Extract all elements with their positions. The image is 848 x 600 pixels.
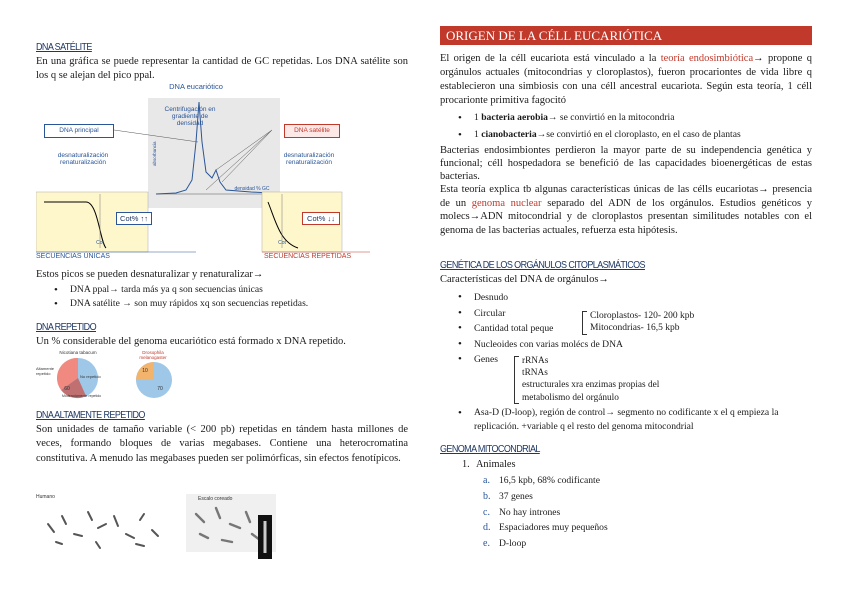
label-dna-satelite: DNA satélite (284, 124, 340, 138)
image-label-escalo: Escalo coreado (198, 496, 233, 502)
figure-centrifuge-label: Centrifugación en gradiente de densidad (164, 106, 216, 127)
genes-note: metabolismo del orgánulo (522, 392, 619, 403)
text: El origen de la céll eucariota está vinculado a la (440, 53, 661, 64)
text: → propone q orgánulos actuales (mitocondrias y cloroplastos), fueron procariontes de vida libre q establecieron una simbiosis con una céll ancestral eucariota. Según esta teoría, 1 céll procarionte primitiva fagocitó (440, 53, 812, 106)
text-red: teoría endosimbiótica (660, 53, 754, 64)
ordered-list-genoma (462, 458, 762, 473)
pie2-value-small: 10 (142, 368, 148, 374)
size-notes (590, 310, 694, 334)
label-cot-axis-right: Cot (278, 240, 286, 246)
label-dna-principal: DNA principal (44, 124, 114, 138)
label-denat-left: desnaturalización renaturalización (57, 152, 109, 166)
label-xaxis: densidad % GC (234, 186, 270, 192)
list-item: • Cantidad total peque (440, 321, 640, 337)
heading-genetica-organulos: GENÉTICA DE LOS ORGÁNULOS CITOPLASMÁTICOS (440, 259, 645, 271)
pie1-label-no-repetido: No repetido (80, 374, 101, 379)
sublist-item: d. Espaciadores muy pequeños (483, 522, 608, 534)
chromosome-detail-svg (258, 515, 272, 559)
pie2-title: Drosophila melanogaster (139, 350, 167, 360)
figure-dna-satelite (36, 82, 408, 266)
size-note-mitocondrias: Mitocondrias- 16,5 kpb (590, 323, 680, 333)
list-item: • DNA ppal→ tarda más ya q son secuencias únicas (36, 283, 408, 297)
sublist-item: c. No hay intrones (483, 506, 561, 518)
ol-item-animales (462, 458, 762, 473)
list-item: • Desnudo (440, 290, 640, 306)
paragraph-caracteristicas: Características del DNA de orgánulos→ (440, 274, 609, 285)
heading-genoma-mitocondrial: GENOMA MITOCONDRIAL (440, 443, 540, 455)
label-denat-right: desnaturalización renaturalización (283, 152, 335, 166)
pie1-value: 60 (64, 386, 70, 392)
pie1-title: Nicotiana tabacum (59, 350, 97, 355)
figure-diagram (36, 82, 408, 266)
image-chromosome-detail (258, 515, 272, 559)
genes-note: estructurales xra enzimas propias del (522, 380, 660, 391)
paragraph-dna-altamente: Son unidades de tamaño variable (< 200 pb) repetidas en tándem hasta millones de veces, formando bloques de varias megabases. Contiene una heterocromatina constitutiva. A menudo las megabases pueden ser polimórficas, sin efectos fenotípicos. (36, 424, 408, 464)
label-secuencias-unicas: SECUENCIAS ÚNICAS (36, 253, 110, 260)
sublist-animales (483, 473, 783, 552)
paragraph-teoria (440, 183, 812, 237)
list-item: • Asa-D (D-loop), región de control→ segmento no codificante x el q empieza la replicación. +variable q el resto del genoma mitocondrial (440, 406, 812, 434)
text: Esta teoría explica tb algunas características únicas de las célls eucariotas→ presencia de un (440, 184, 812, 209)
list-item: • Nucleoides con varias molécs de DNA (440, 337, 640, 353)
image-karyotype-humano (36, 494, 176, 552)
paragraph-origen (440, 52, 812, 108)
image-label-humano: Humano (36, 494, 55, 500)
list-endosimbiosis (440, 111, 812, 142)
list-item: • Genes (440, 352, 640, 368)
text: separado del ADN de los orgánulos. Estudios genéticos y molecs→ADN mitocondrial y de cloroplastos presentan similitudes notables con el genoma de las bacterias actuales, refuerza esta hipótesis. (440, 197, 812, 236)
paragraph-dna-repetido: Un % considerable del genoma eucariótico está formado x DNA repetido. (36, 336, 346, 347)
ol-item-label: Animales (476, 459, 516, 470)
label-cot-up: Cot% ↑↑ (116, 212, 152, 225)
section-title-bar (440, 26, 812, 45)
paragraph-picos: Estos picos se pueden desnaturalizar y renaturalizar→ (36, 269, 264, 280)
pie1-label-altamente: Altamente repetido (36, 366, 55, 376)
list-item: • DNA satélite → son muy rápidos xq son secuencias repetidas. (36, 297, 408, 311)
karyotype-svg (36, 494, 176, 552)
figure-pie-charts (36, 350, 186, 402)
label-yaxis (152, 156, 157, 166)
size-note-cloroplastos: Cloroplastos- 120- 200 kpb (590, 311, 695, 321)
list-dloop (440, 406, 812, 434)
section-title: ORIGEN DE LA CÉLL EUCARIÓTICA (446, 28, 663, 43)
label-cot-down: Cot% ↓↓ (302, 212, 340, 225)
list-item: • 1 cianobacteria→se convirtió en el cloroplasto, en el caso de plantas (440, 128, 812, 142)
ol-number: 1. (462, 459, 470, 470)
sublist-item: a. 16,5 kpb, 68% codificante (483, 475, 600, 486)
list-picos (36, 283, 408, 311)
list-item: • 1 bacteria aerobia→ se convirtió en la mitocondria (440, 111, 812, 125)
pie2-value-large: 70 (157, 386, 163, 392)
genes-note: rRNAs (522, 356, 549, 366)
paragraph-dna-satelite: En una gráfica se puede representar la cantidad de GC repetidas. Los DNA satélite son los q se alejan del pico ppal. (36, 56, 408, 81)
bracket-size (582, 311, 587, 335)
label-secuencias-repetidas: SECUENCIAS REPETIDAS (264, 253, 352, 260)
pie1-label-moderado: Moderadamente repetido (62, 394, 102, 398)
list-item: • Circular (440, 306, 640, 322)
heading-dna-satelite: DNA SATÉLITE (36, 41, 92, 53)
sublist-item: b. 37 genes (483, 490, 533, 502)
heading-dna-altamente: DNA ALTAMENTE REPETIDO (36, 409, 145, 421)
heading-dna-repetido: DNA REPETIDO (36, 321, 97, 333)
sublist-item: e. D-loop (483, 538, 527, 550)
genes-notes (522, 355, 659, 404)
genes-note: tRNAs (522, 368, 548, 379)
bracket-genes (514, 356, 519, 404)
text-red: genoma nuclear (471, 197, 542, 209)
figure-title: DNA eucariótico (169, 82, 223, 91)
paragraph-bacterias: Bacterias endosimbiontes perdieron la mayor parte de su independencia genética y funcional; céll hospedadora se benefició de las capacidades bioenergéticas de estas bacterias. (440, 145, 812, 182)
label-cot-axis-left: Cot (96, 240, 104, 246)
